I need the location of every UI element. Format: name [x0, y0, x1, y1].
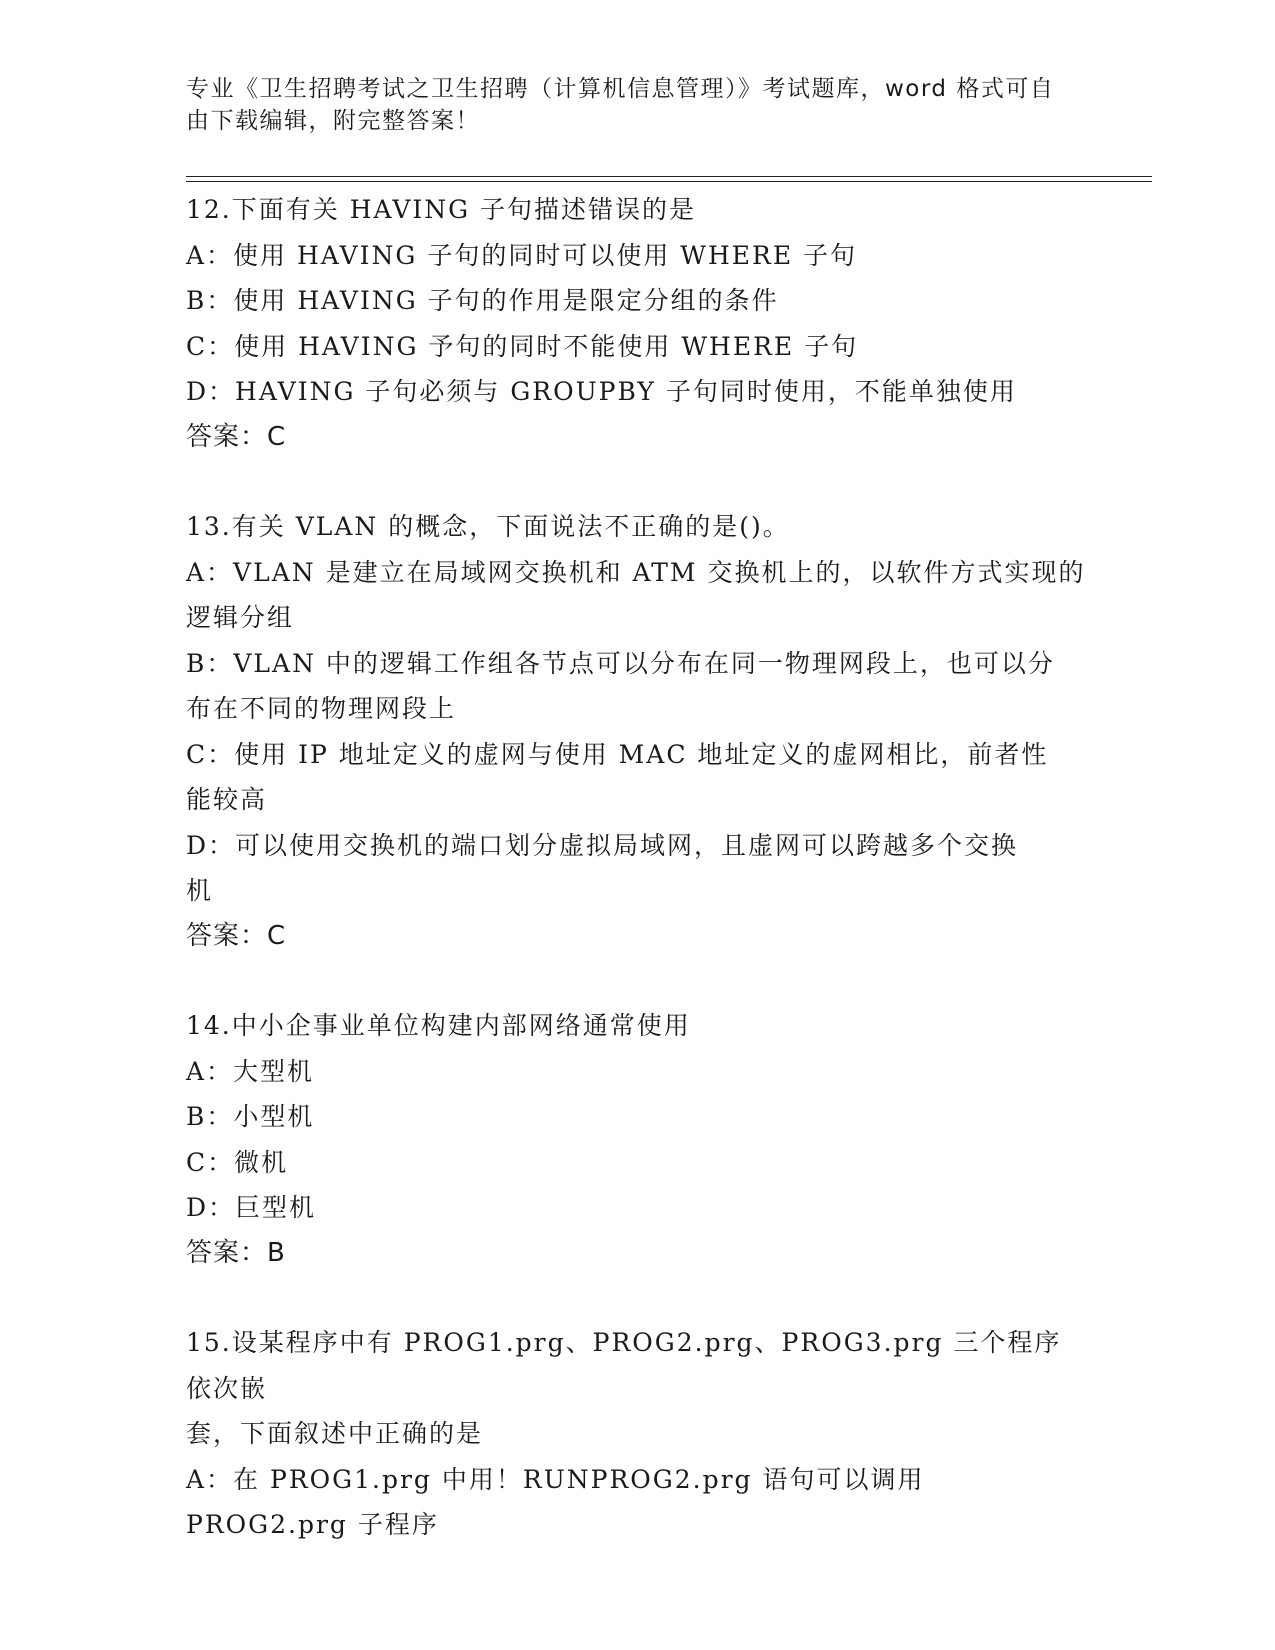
question-option: 逻辑分组 [186, 603, 295, 632]
document-header [186, 73, 1066, 137]
question-option: D：可以使用交换机的端口划分虚拟局域网，且虚网可以跨越多个交换 [186, 830, 1019, 860]
question-option: 能较高 [186, 785, 268, 814]
question-stem: 12.下面有关 HAVING 子句描述错误的是 [186, 195, 697, 224]
answer-line: 答案：C [186, 920, 287, 951]
question-stem: 14.中小企事业单位构建内部网络通常使用 [186, 1011, 691, 1040]
header-divider-bottom [186, 181, 1152, 182]
header-divider-top [186, 176, 1152, 177]
question-option: A：使用 HAVING 子句的同时可以使用 WHERE 子句 [186, 240, 858, 270]
question-option: D：HAVING 子句必须与 GROUPBY 子句同时使用，不能单独使用 [186, 377, 1017, 406]
question-option: 布在不同的物理网段上 [186, 694, 457, 723]
header-line-2: 由下载编辑，附完整答案！ [186, 108, 480, 134]
question-option: B：VLAN 中的逻辑工作组各节点可以分布在同一物理网段上，也可以分 [186, 648, 1055, 678]
question-list [186, 187, 1086, 1592]
question-option: C：微机 [186, 1147, 289, 1177]
header-line-1: 专业《卫生招聘考试之卫生招聘（计算机信息管理）》考试题库，word 格式可自 [186, 76, 1055, 102]
question-block [186, 187, 1086, 460]
question-option: 机 [186, 876, 214, 905]
question-option: B：小型机 [186, 1102, 315, 1131]
question-stem: 13.有关 VLAN 的概念，下面说法不正确的是()。 [186, 512, 790, 541]
question-option: B：使用 HAVING 子句的作用是限定分组的条件 [186, 286, 779, 315]
question-block [186, 1003, 1086, 1276]
question-option: A：在 PROG1.prg 中用！RUNPROG2.prg 语句可以调用 PROG2.prg 子程序 [186, 1464, 935, 1539]
question-stem: 套，下面叙述中正确的是 [186, 1419, 484, 1448]
question-option: C：使用 HAVING 予句的同时不能使用 WHERE 子句 [186, 331, 859, 361]
answer-line: 答案：B [186, 1237, 286, 1268]
question-option: C：使用 IP 地址定义的虚网与使用 MAC 地址定义的虚网相比，前者性 [186, 739, 1049, 769]
question-block [186, 504, 1086, 959]
question-option: A：VLAN 是建立在局域网交换机和 ATM 交换机上的，以软件方式实现的 [186, 557, 1086, 587]
question-block [186, 1320, 1086, 1548]
question-option: D：巨型机 [186, 1193, 317, 1222]
answer-line: 答案：C [186, 421, 287, 452]
question-stem: 15.设某程序中有 PROG1.prg、PROG2.prg、PROG3.prg 三个程序依次嵌 [186, 1328, 1062, 1403]
question-option: A：大型机 [186, 1056, 315, 1086]
